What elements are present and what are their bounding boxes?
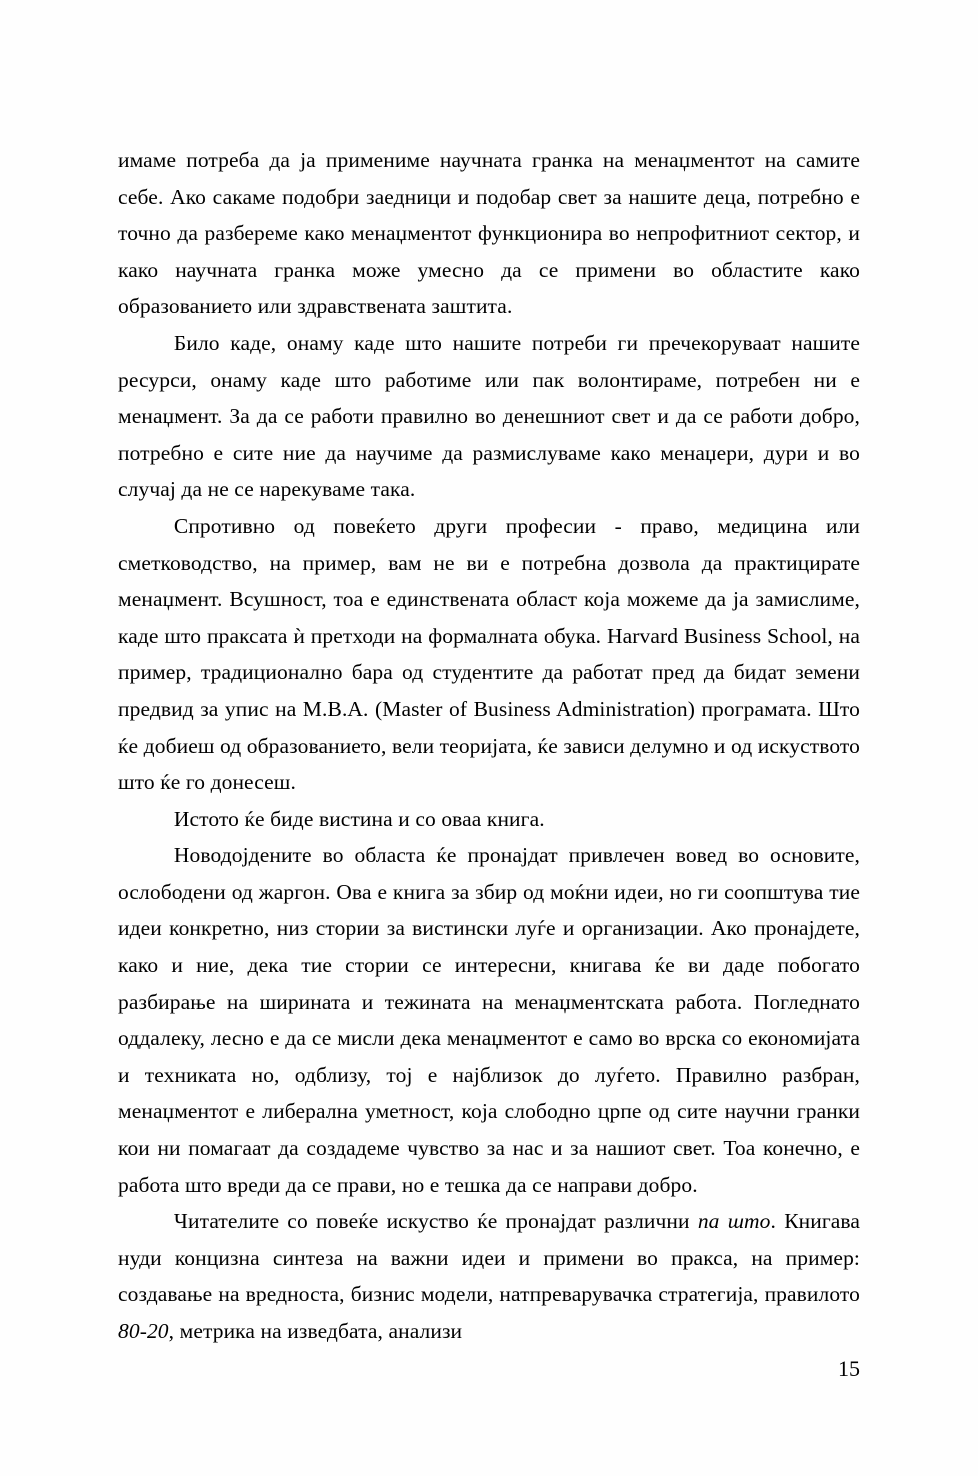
paragraph-3: Спротивно од повеќето други професии - право, медицина или сметководство, на пример, вам не ви е потребна дозвола да практицирате менаџмент. Всушност, тоа е единствената област која можеме да ја замислиме, каде што праксата ѝ претходи на формалната обука. Harvard Business School, на пример, традиционално бара од студентите да работат пред да бидат земени предвид за упис на M.B.A. (Master of Business Administration) програмата. Што ќе добиеш од образованието, вели теоријата, ќе зависи делумно и од искуството што ќе го донесеш. xyxy=(118,513,860,795)
page-number: 15 xyxy=(838,1356,860,1381)
paragraph-5: Новодојдените во областа ќе пронајдат привлечен вовед во основите, ослободени од жаргон. Ова е книга за збир од моќни идеи, но ги соопштува тие идеи конкретно, низ стории за вистински луѓе и организации. Ако пронајдете, како и ние, дека тие стории се интересни, книгава ќе ви даде побогато разбирање на ширината и тежината на менаџментската работа. Погледнато оддалеку, лесно е да се мисли дека менаџментот е само во врска со економијата и техниката но, одблизу, тој е најблизок до луѓето. Правилно разбран, менаџментот е либерална уметност, која слободно црпе од сите научни гранки кои ни помагаат да создадеме чувство за нас и за нашиот свет. Тоа конечно, е работа што вреди да се прави, но е тешка да се направи добро. xyxy=(118,843,860,1197)
body-text-column xyxy=(118,142,860,1350)
paragraph-2: Било каде, онаму каде што нашите потреби ги пречекоруваат нашите ресурси, онаму каде што работиме или пак волонтираме, потребен ни е менаџмент. За да се работи правилно во денешниот свет и да се работи добро, потребно е сите ние да научиме да размислуваме како менаџери, дури и во случај да не се нарекуваме така. xyxy=(118,330,860,502)
paragraph-1: имаме потреба да ја примениме научната гранка на менаџментот на самите себе. Ако сакаме подобри заедници и подобар свет за нашите деца, потребно е точно да разбереме како менаџментот функционира во непрофитниот сектор, и како научната гранка може умесно да се примени во областите како образованието или здравствената заштита. xyxy=(118,148,860,319)
paragraph-4: Истото ќе биде вистина и со оваа книга. xyxy=(173,806,545,831)
paragraph-6: Читателите со повеќе искуство ќе пронајдат различни па што. Книгава нуди концизна синтеза на важни идеи и примени во пракса, на пример: создавање на вредноста, бизнис модели, натпреварувачка стратегија, правилото 80-20, метрика на изведбата, анализи xyxy=(118,1209,861,1343)
